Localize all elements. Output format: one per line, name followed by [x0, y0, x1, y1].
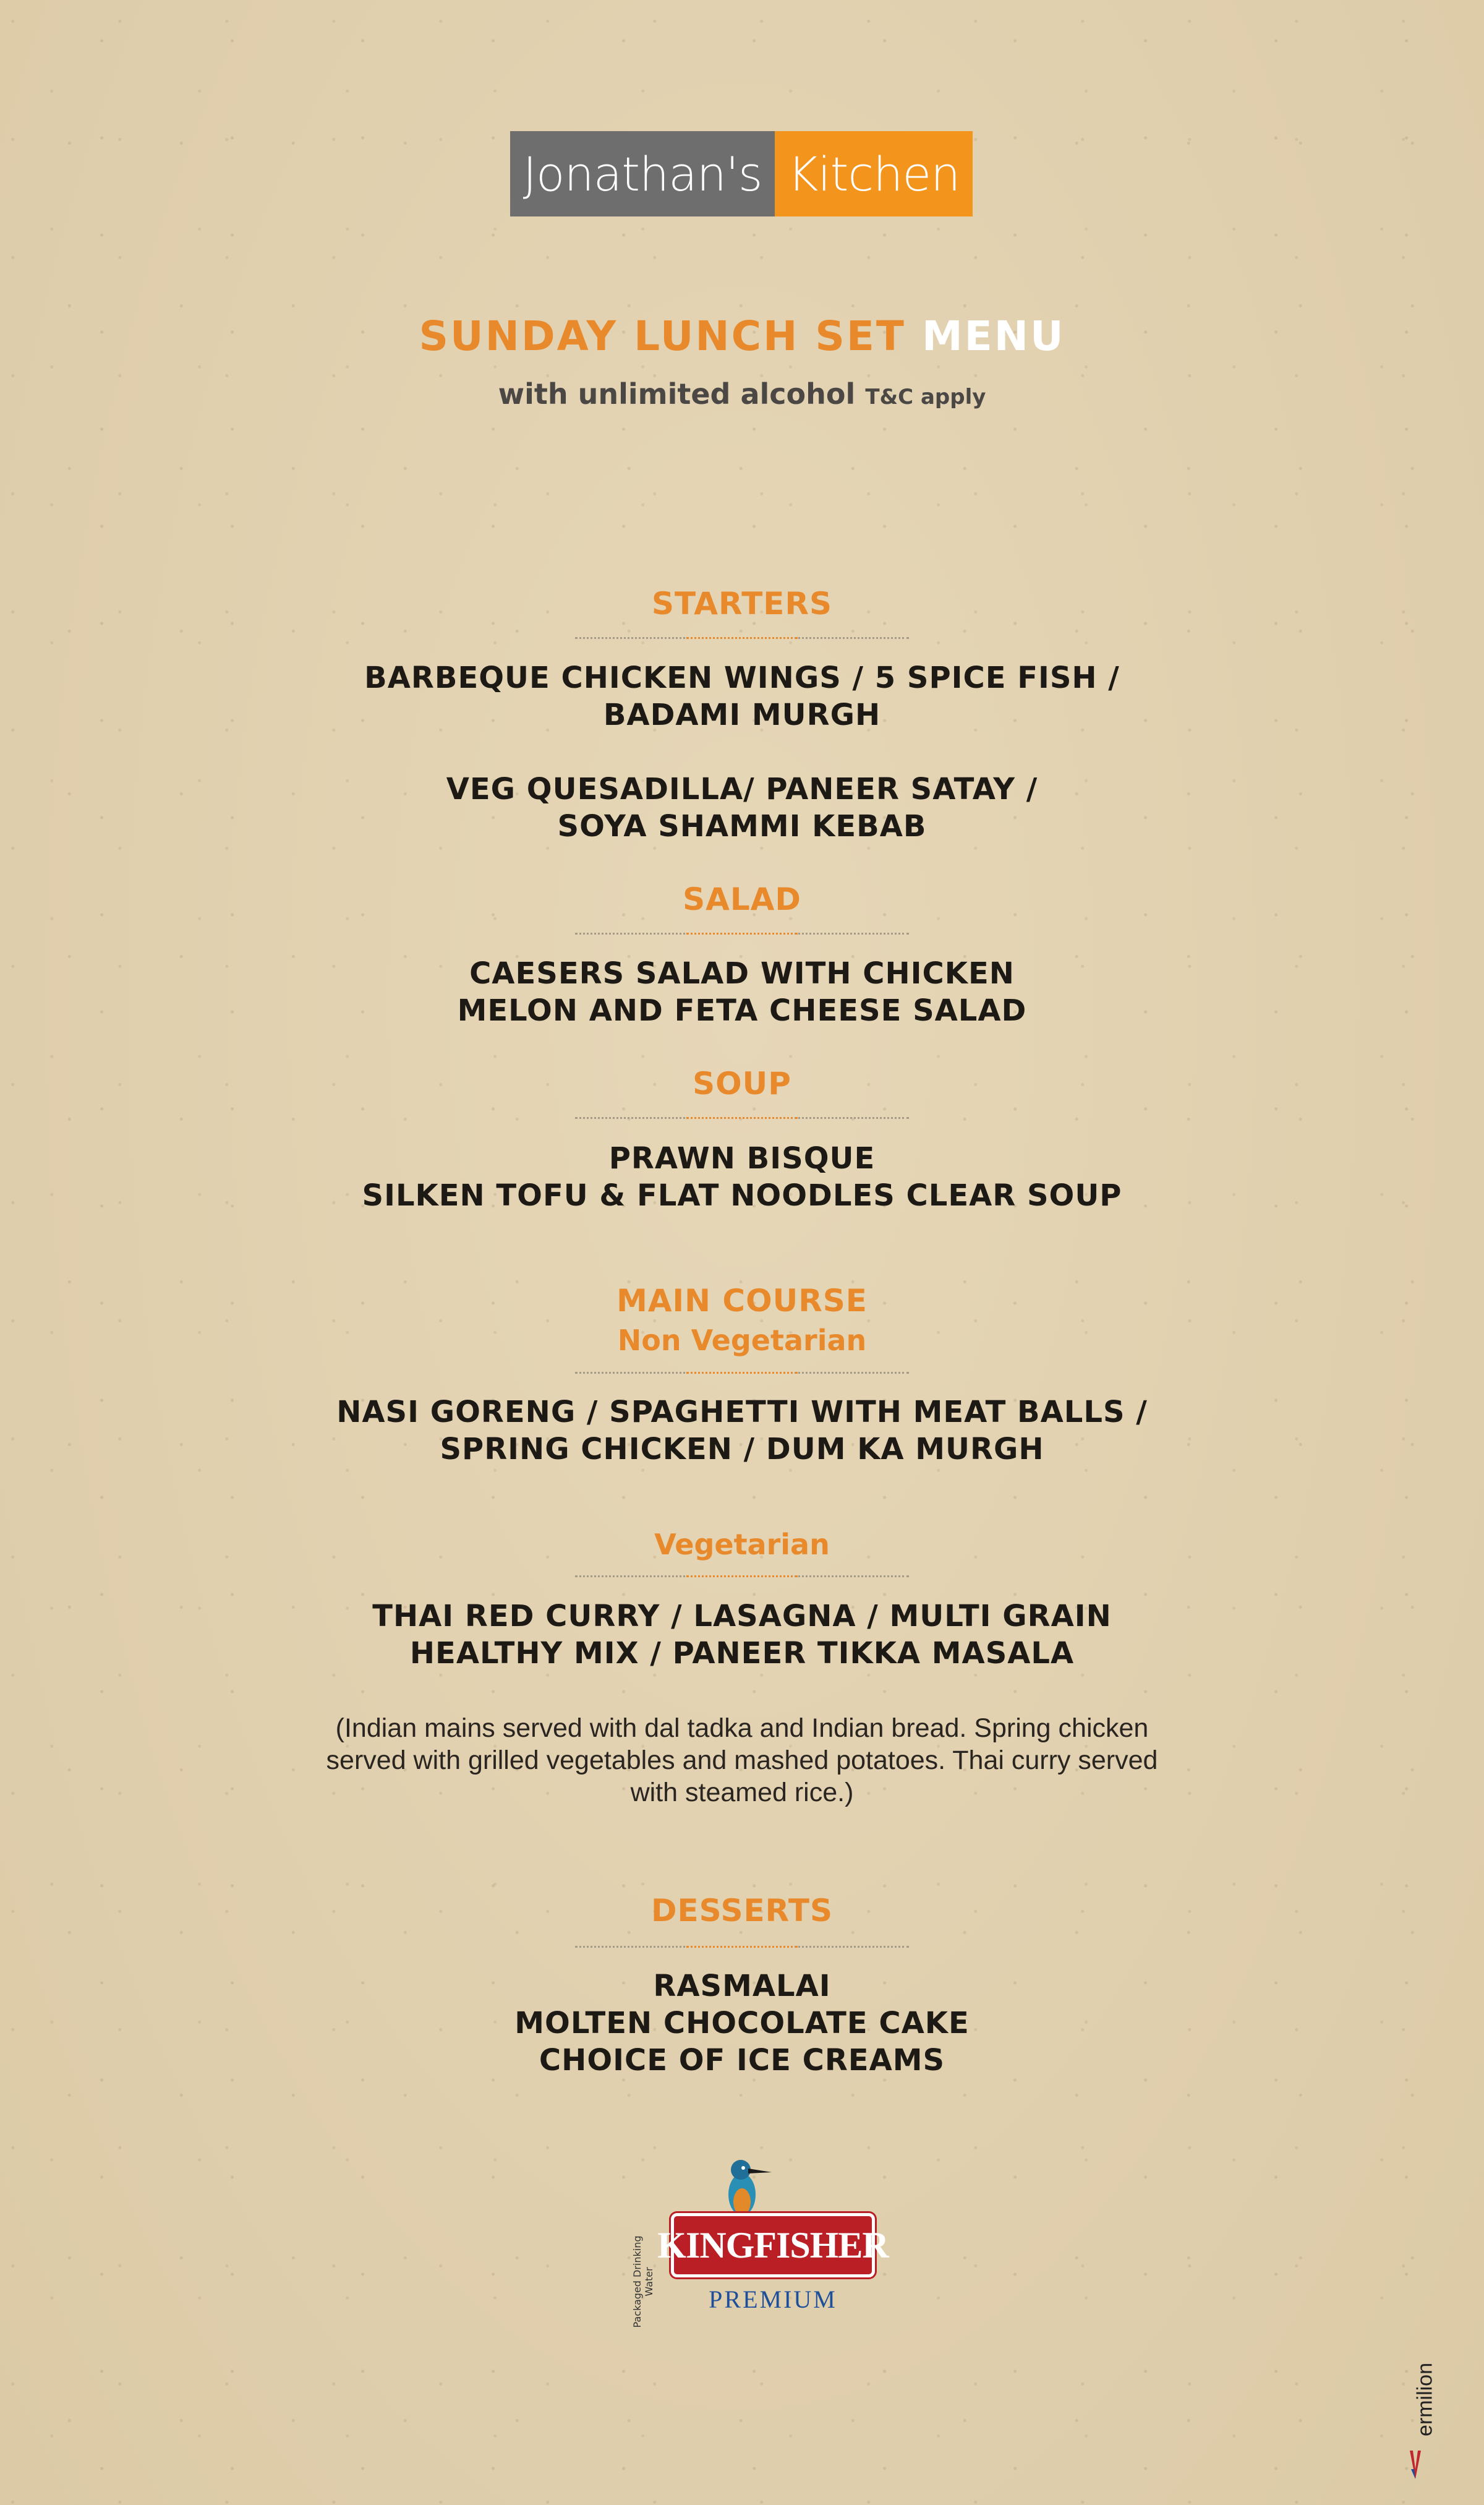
salad-line2: MELON AND FETA CHEESE SALAD	[457, 993, 1027, 1028]
soup-heading: SOUP	[693, 1066, 791, 1102]
salad-line1: CAESERS SALAD WITH CHICKEN	[469, 956, 1015, 991]
subtitle-text: with unlimited alcohol	[498, 377, 856, 411]
dessert-line3: CHOICE OF ICE CREAMS	[539, 2043, 945, 2078]
starters-veg-line2: SOYA SHAMMI KEBAB	[557, 809, 927, 844]
main-course-heading: MAIN COURSE	[616, 1283, 868, 1319]
soup-items	[0, 1140, 1484, 1214]
veg-divider	[575, 1575, 909, 1577]
main-course-divider	[575, 1372, 909, 1374]
note-line1: (Indian mains served with dal tadka and Indian bread. Spring chicken	[335, 1713, 1149, 1743]
main-veg-line2: HEALTHY MIX / PANEER TIKKA MASALA	[409, 1636, 1075, 1671]
kingfisher-logo: KINGFISHER	[671, 2213, 875, 2277]
nonveg-subheading: Non Vegetarian	[617, 1324, 867, 1357]
desserts-divider	[575, 1946, 909, 1948]
main-nonveg-line2: SPRING CHICKEN / DUM KA MURGH	[440, 1432, 1044, 1467]
main-veg-items	[0, 1598, 1484, 1672]
main-course-note	[0, 1712, 1484, 1809]
starters-divider	[575, 637, 909, 639]
starters-nonveg-line2: BADAMI MURGH	[603, 698, 881, 732]
soup-line1: PRAWN BISQUE	[608, 1141, 876, 1176]
logo-name-part2: Kitchen	[775, 131, 973, 216]
salad-heading: SALAD	[683, 881, 801, 917]
desserts-heading: DESSERTS	[651, 1893, 833, 1929]
starters-nonveg	[0, 659, 1484, 734]
salad-divider	[575, 933, 909, 935]
main-nonveg-line1: NASI GORENG / SPAGHETTI WITH MEAT BALLS /	[336, 1395, 1148, 1429]
menu-title-orange: SUNDAY LUNCH SET	[419, 312, 906, 360]
menu-subtitle	[0, 377, 1484, 411]
note-line2: served with grilled vegetables and mashed potatoes. Thai curry served	[326, 1745, 1158, 1775]
dessert-line2: MOLTEN CHOCOLATE CAKE	[514, 2006, 970, 2040]
soup-divider	[575, 1117, 909, 1119]
vermilion-v-icon	[1410, 2451, 1421, 2479]
note-line3: with steamed rice.)	[630, 1778, 854, 1807]
menu-title	[0, 312, 1484, 360]
dessert-line1: RASMALAI	[653, 1969, 831, 2003]
starters-veg-line1: VEG QUESADILLA/ PANEER SATAY /	[446, 772, 1038, 807]
kingfisher-premium: PREMIUM	[709, 2285, 837, 2313]
packaged-water-text: Packaged Drinking Water	[631, 2235, 655, 2328]
menu-title-white: MENU	[921, 312, 1065, 360]
main-veg-line1: THAI RED CURRY / LASAGNA / MULTI GRAIN	[372, 1599, 1112, 1634]
soup-line2: SILKEN TOFU & FLAT NOODLES CLEAR SOUP	[362, 1178, 1122, 1213]
veg-subheading: Vegetarian	[654, 1528, 830, 1561]
starters-nonveg-line1: BARBEQUE CHICKEN WINGS / 5 SPICE FISH /	[364, 661, 1120, 695]
terms-note: T&C apply	[865, 385, 986, 409]
starters-veg	[0, 771, 1484, 845]
designer-credit: ermilion	[1413, 2362, 1437, 2437]
restaurant-logo	[510, 131, 973, 216]
main-nonveg-items	[0, 1394, 1484, 1468]
logo-name-part1: Jonathan's	[510, 131, 775, 216]
desserts-items	[0, 1968, 1484, 2079]
starters-heading: STARTERS	[652, 586, 832, 622]
salad-items	[0, 955, 1484, 1029]
